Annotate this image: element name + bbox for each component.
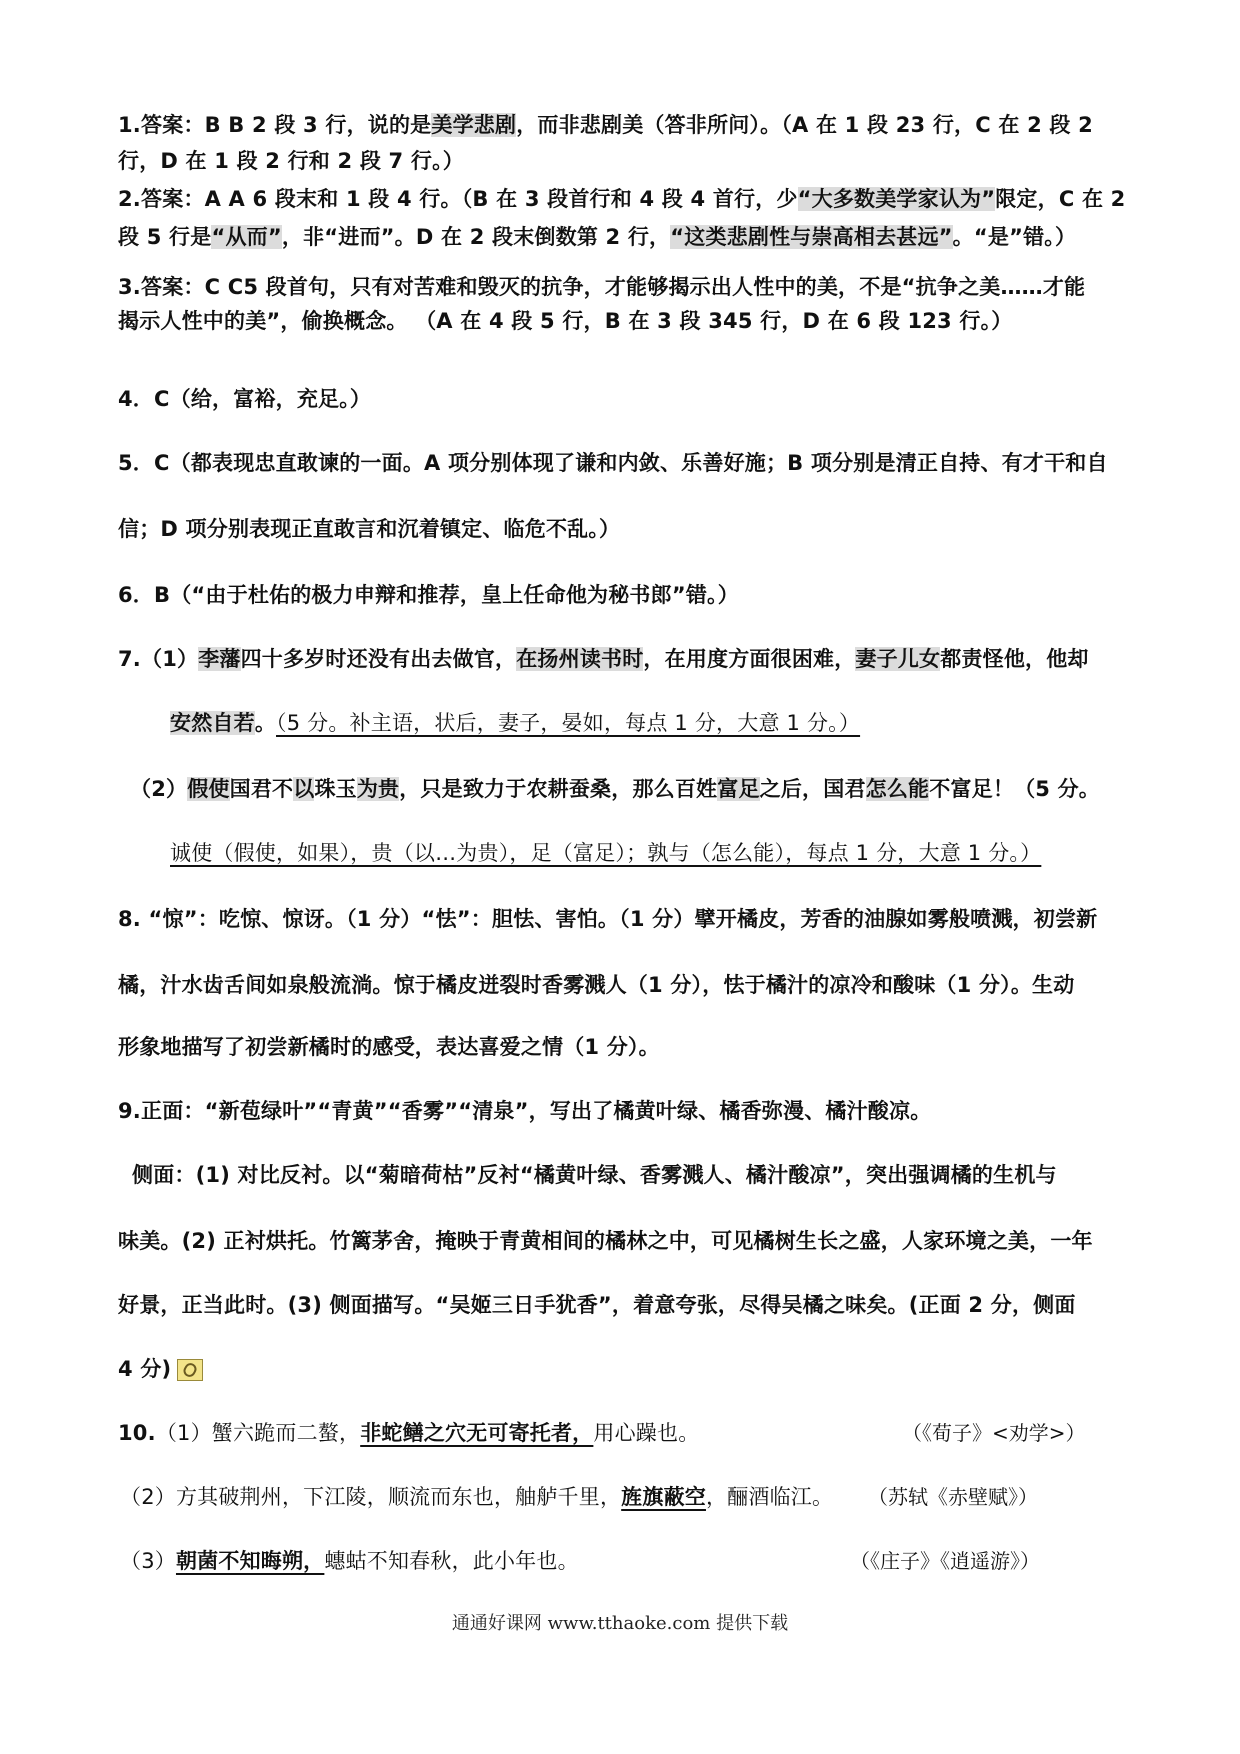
text: 都责怪他，他却 (940, 647, 1089, 671)
answer-7-2-line-1 (130, 774, 1140, 804)
answer-1-line-2 (118, 146, 1128, 176)
answer-8-line-1 (118, 904, 1128, 934)
answer-2-line-2 (118, 222, 1128, 252)
answer-6 (118, 580, 1128, 610)
answer-5-line-2 (118, 514, 1128, 544)
answer-7-1-line-1 (118, 644, 1128, 674)
text: ，只是致力于农耕蚕桑，那么百姓 (399, 777, 718, 801)
highlight: 李藩 (198, 647, 241, 671)
answer-10-1-source (902, 1418, 1086, 1448)
answer-3-line-1 (118, 272, 1128, 302)
scoring-note: 诚使（假使，如果），贵（以…为贵），足（富足）；孰与（怎么能），每点 1 分，大意 1 分。） (170, 841, 1042, 865)
answer-8-line-3 (118, 1032, 1128, 1062)
text: 5．C（都表现忠直敢谏的一面。A 项分别体现了谦和内敛、乐善好施；B 项分别是清正自持、有才干和自 (118, 451, 1108, 475)
text: （2） (130, 777, 188, 801)
text: 揭示人性中的美”，偷换概念。 （A 在 4 段 5 行，B 在 3 段 345 行，D 在 6 段 123 行。） (118, 309, 1013, 333)
text: 用心躁也。 (593, 1421, 700, 1445)
highlight: 妻子儿女 (855, 647, 941, 671)
text: （ (902, 1421, 922, 1445)
answer-5-line-1 (118, 448, 1128, 478)
text: 6．B（“由于杜佑的极力申辩和推荐，皇上任命他为秘书郎”错。） (118, 583, 739, 607)
scoring-note: （5 分。补主语，状后，妻子，晏如，每点 1 分，大意 1 分。） (276, 711, 861, 735)
answer-8-line-2 (118, 970, 1128, 1000)
text: 限定，C 在 2 (995, 187, 1126, 211)
text: 之后，国君 (759, 777, 866, 801)
footer-text: 通通好课网 www.tthaoke.com 提供下载 (451, 1613, 789, 1634)
answer-9-line-2 (132, 1160, 1142, 1190)
highlight: 在扬州读书时 (516, 647, 644, 671)
text: 信；D 项分别表现正直敢言和沉着镇定、临危不乱。） (118, 517, 621, 541)
text: 珠玉 (314, 777, 357, 801)
answer-10-3-source (850, 1546, 1040, 1576)
highlight: 以 (293, 777, 315, 801)
text: 2.答案：A A 6 段末和 1 段 4 行。（B 在 3 段首行和 4 段 4 首行，少 (118, 187, 798, 211)
text: 行，D 在 1 段 2 行和 2 段 7 行。） (118, 149, 464, 173)
text: （苏轼《赤壁赋》） (868, 1485, 1038, 1509)
highlight: 假使 (187, 777, 230, 801)
text: 7.（1） (118, 647, 199, 671)
text: 好景，正当此时。(3) 侧面描写。“吴姬三日手犹香”，着意夸张，尽得吴橘之味矣。(正面 2 分，侧面 (118, 1293, 1076, 1317)
text: 1.答案：B B 2 段 3 行，说的是 (118, 113, 432, 137)
highlight: “这类悲剧性与崇高相去甚远” (670, 225, 953, 249)
page-footer (0, 1612, 1240, 1636)
answer-10-2-source (868, 1482, 1038, 1512)
fill-in-answer: 非蛇鳝之穴无可寄托者， (360, 1421, 594, 1445)
text: ，酾酒临江。 (705, 1485, 834, 1509)
text: 4．C（给，富裕，充足。） (118, 387, 372, 411)
text: 四十多岁时还没有出去做官， (240, 647, 517, 671)
text: ，而非悲剧美（答非所问）。（A 在 1 段 23 行，C 在 2 段 2 (516, 113, 1093, 137)
text: （2）方其破荆州，下江陵，顺流而东也，舳舻千里， (120, 1485, 622, 1509)
text: 形象地描写了初尝新橘时的感受，表达喜爱之情（1 分）。 (118, 1035, 660, 1059)
highlight: 为贵 (356, 777, 400, 801)
text: 侧面：(1) 对比反衬。以“菊暗荷枯”反衬“橘黄叶绿、香雾溅人、橘汁酸凉”，突出强调橘的生机与 (132, 1163, 1057, 1187)
highlight: “从而” (211, 225, 282, 249)
answer-3-line-2 (118, 306, 1128, 336)
highlight: 安然自若 (170, 711, 255, 735)
answer-7-2-line-2 (170, 838, 1180, 868)
text: 蟪蛄不知春秋，此小年也。 (324, 1549, 579, 1573)
answer-9-line-5 (118, 1354, 1128, 1384)
text: 国君不 (229, 777, 294, 801)
text: 味美。(2) 正衬烘托。竹篱茅舍，掩映于青黄相间的橘林之中，可见橘树生长之盛，人家环境之美，一年 (118, 1229, 1093, 1253)
text: 不富足！（5 分。 (929, 777, 1100, 801)
fill-in-answer: 朝菌不知晦朔， (175, 1549, 325, 1573)
text: 3.答案：C C5 段首句，只有对苦难和毁灭的抗争，才能够揭示出人性中的美，不是“抗争之美……才能 (118, 275, 1086, 299)
text: ，在用度方面很困难， (643, 647, 856, 671)
answer-9-line-1 (118, 1096, 1128, 1126)
text: （《庄子》《逍遥游》） (850, 1549, 1040, 1573)
text: 。 (254, 711, 277, 735)
paperclip-icon (177, 1359, 203, 1381)
text: 段 5 行是 (118, 225, 212, 249)
answer-9-line-4 (118, 1290, 1128, 1320)
text: 。“是”错。） (952, 225, 1077, 249)
answer-2-line-1 (118, 184, 1128, 214)
text: （3） (120, 1549, 176, 1573)
highlight: 怎么能 (865, 777, 930, 801)
highlight: 富足 (717, 777, 760, 801)
text: 8. “惊”：吃惊、惊讶。（1 分）“怯”：胆怯、害怕。（1 分）擘开橘皮，芳香的油腺如雾般喷溅，初尝新 (118, 907, 1098, 931)
text: 10. (118, 1421, 156, 1445)
text: 《荀子》<劝学>） (922, 1421, 1086, 1445)
answer-9-line-3 (118, 1226, 1128, 1256)
text: 4 分) (118, 1357, 172, 1381)
text: （1）蟹六跪而二螯， (155, 1421, 361, 1445)
fill-in-answer: 旌旗蔽空 (621, 1485, 706, 1509)
answer-7-1-line-2 (170, 708, 1180, 738)
text: 橘，汁水齿舌间如泉般流淌。惊于橘皮迸裂时香雾溅人（1 分），怯于橘汁的凉冷和酸味（1 分）。生动 (118, 973, 1075, 997)
text: ，非“进而”。D 在 2 段末倒数第 2 行， (281, 225, 671, 249)
answer-4 (118, 384, 1128, 414)
highlight: 美学悲剧 (431, 113, 517, 137)
text: 9.正面：“新苞绿叶”“青黄”“香雾”“清泉”，写出了橘黄叶绿、橘香弥漫、橘汁酸凉。 (118, 1099, 932, 1123)
highlight: “大多数美学家认为” (797, 187, 996, 211)
answer-1-line-1 (118, 110, 1128, 140)
